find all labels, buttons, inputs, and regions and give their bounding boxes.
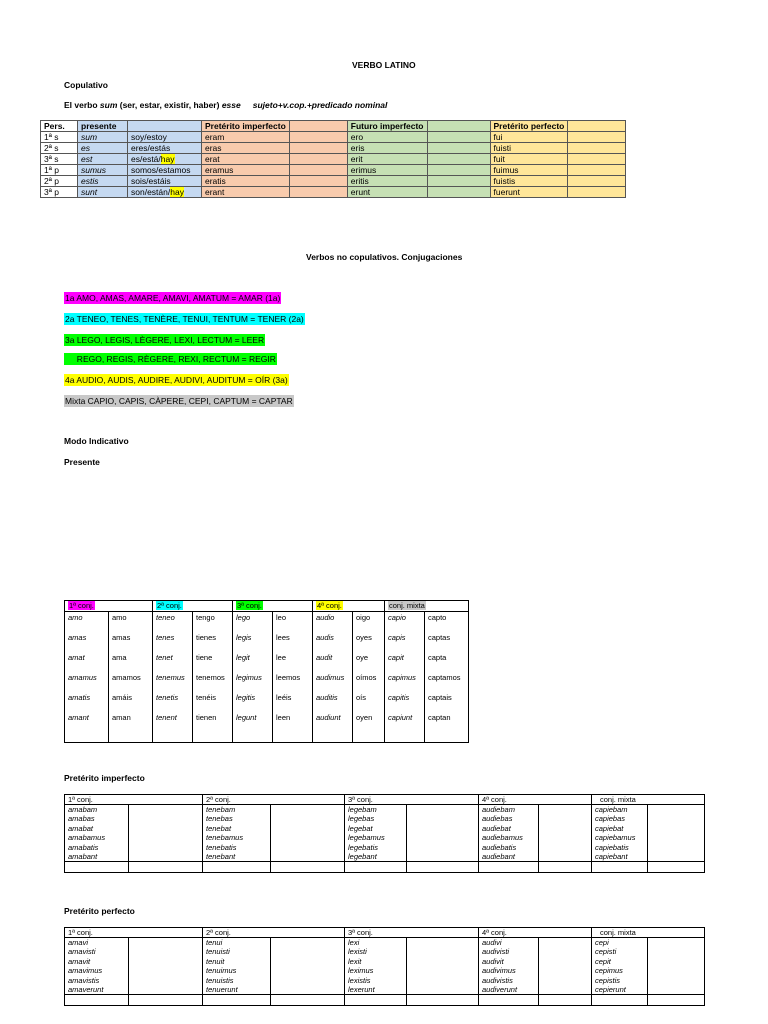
verb-form: amabam xyxy=(68,805,98,814)
verb-form: legebat xyxy=(348,823,373,833)
verb-form: audiunt xyxy=(316,713,341,722)
verb-form: tenéis xyxy=(196,693,217,702)
empty-cell xyxy=(648,938,705,995)
verb-form: audit xyxy=(316,653,333,662)
perfecto-header-cell: 4ª conj. xyxy=(479,928,592,938)
verb-form: audivit xyxy=(482,956,504,966)
verb-form: capitis xyxy=(388,693,410,702)
person-cell: 1ª p xyxy=(41,165,78,176)
verb-form: amo xyxy=(68,613,83,622)
copulative-header-cell xyxy=(128,121,202,132)
verb-form: legis xyxy=(236,633,252,642)
verb-form: cepit xyxy=(595,956,611,966)
empty-cell xyxy=(568,143,626,154)
verb-form: lego xyxy=(236,613,251,622)
hay-highlight: hay xyxy=(170,187,184,197)
verb-form: capio xyxy=(388,613,406,622)
verb-form: lee xyxy=(276,653,287,662)
verb-form: capiebam xyxy=(595,805,628,814)
future-cell: erunt xyxy=(347,187,427,198)
empty-cell xyxy=(568,187,626,198)
verb-form: tenetis xyxy=(156,693,179,702)
conjugation-line: 3a LEGO, LEGIS, LÈGERE, LEXI, LECTUM = LEER xyxy=(65,335,265,345)
verb-form: audiverunt xyxy=(482,984,518,994)
present-header-cell xyxy=(153,601,233,612)
present-spanish-column xyxy=(193,612,233,743)
verb-form: captas xyxy=(428,633,451,642)
imperfect-cell: erant xyxy=(202,187,290,198)
verb-form: tenebamus xyxy=(206,833,244,843)
verb-form: amabamus xyxy=(68,833,106,843)
verb-form: capit xyxy=(388,653,404,662)
spanish-text: eres/estás xyxy=(131,143,171,153)
present-header-cell xyxy=(385,601,469,612)
verb-form: capiebatis xyxy=(595,842,629,852)
verb-form: oigo xyxy=(356,613,371,622)
perfecto-header-cell: 2ª conj. xyxy=(203,928,345,938)
imperfect-cell: eratis xyxy=(202,176,290,187)
modo-heading: Modo Indicativo xyxy=(64,436,129,446)
conj-label: 2ª conj. xyxy=(157,601,182,610)
imperfecto-table xyxy=(64,794,705,873)
verb-form: audiebamus xyxy=(482,833,523,843)
conjugation-line: REGO, REGIS, RÈGERE, REXI, RECTUM = REGIR xyxy=(65,354,276,364)
verb-form: lees xyxy=(276,633,290,642)
present-spanish-column xyxy=(425,612,469,743)
empty-cell xyxy=(129,805,203,862)
conjugation-line: 1a AMO, AMAS, AMARE, AMAVI, AMATUM = AMAR (1a) xyxy=(65,293,281,303)
conj-label: 4ª conj. xyxy=(317,601,342,610)
intro-suffix: sujeto+v.cop.+predicado nominal xyxy=(252,100,388,110)
verb-form: amabat xyxy=(68,823,94,833)
copulative-header-cell: Pretérito imperfecto xyxy=(202,121,290,132)
future-cell: erimus xyxy=(347,165,427,176)
verb-form: legebam xyxy=(348,805,377,814)
perfect-cell: fuisti xyxy=(490,143,568,154)
verb-form: amáis xyxy=(112,693,133,702)
verb-form: audivisti xyxy=(482,947,510,957)
verb-form: amabas xyxy=(68,814,95,824)
verb-form: amatis xyxy=(68,693,91,702)
imperfecto-forms-column xyxy=(345,805,407,862)
verb-form: amas xyxy=(68,633,87,642)
empty-cell xyxy=(539,862,592,873)
imperfect-cell: eram xyxy=(202,132,290,143)
imperfecto-header-cell: 2ª conj. xyxy=(203,795,345,805)
present-header-cell xyxy=(233,601,313,612)
copulative-header-cell: Pretérito perfecto xyxy=(490,121,568,132)
present-table xyxy=(64,600,469,743)
verb-form: teneo xyxy=(156,613,175,622)
verb-form: capiebant xyxy=(595,851,628,861)
imperfect-cell: erat xyxy=(202,154,290,165)
perfecto-body-row xyxy=(65,938,705,995)
copulative-header-row xyxy=(41,121,626,132)
verb-form: cepierunt xyxy=(595,984,626,994)
imperfecto-header-row xyxy=(65,795,705,805)
verb-form: audis xyxy=(316,633,334,642)
latin-present-cell: sum xyxy=(78,132,128,143)
verb-form: audiebat xyxy=(482,823,511,833)
empty-cell xyxy=(289,143,347,154)
perfecto-header-cell: 1ª conj. xyxy=(65,928,203,938)
verb-form: amavistis xyxy=(68,975,100,985)
present-latin-column xyxy=(313,612,353,743)
verb-form: tienes xyxy=(196,633,217,642)
verb-form: legit xyxy=(236,653,250,662)
verb-form: lexit xyxy=(348,956,362,966)
verb-form: tenebant xyxy=(206,851,236,861)
spanish-present-cell xyxy=(128,132,202,143)
future-cell: eris xyxy=(347,143,427,154)
verb-form: tenuistis xyxy=(206,975,234,985)
spanish-present-cell xyxy=(128,165,202,176)
verb-form: leemos xyxy=(276,673,301,682)
empty-cell xyxy=(648,805,705,862)
empty-cell xyxy=(289,165,347,176)
imperfecto-header-cell: 3ª conj. xyxy=(345,795,479,805)
imperfecto-forms-column xyxy=(479,805,539,862)
verb-form: amavisti xyxy=(68,947,96,957)
verb-form: leen xyxy=(276,713,291,722)
empty-cell xyxy=(648,862,705,873)
verb-form: amat xyxy=(68,653,85,662)
verb-form: tenuisti xyxy=(206,947,230,957)
empty-cell xyxy=(539,938,592,995)
latin-present-cell: est xyxy=(78,154,128,165)
verb-form: audiebas xyxy=(482,814,513,824)
empty-cell xyxy=(407,862,479,873)
page-title: VERBO LATINO xyxy=(352,60,416,70)
intro-prefix: El verbo xyxy=(64,100,100,110)
perfect-cell: fuerunt xyxy=(490,187,568,198)
verb-form: capis xyxy=(388,633,406,642)
verb-form: captamos xyxy=(428,673,461,682)
empty-cell xyxy=(539,995,592,1006)
present-latin-column xyxy=(233,612,273,743)
empty-cell xyxy=(407,938,479,995)
verb-form: tenet xyxy=(156,653,173,662)
verb-form: legunt xyxy=(236,713,257,722)
verb-form: amo xyxy=(112,613,127,622)
intro-esse: esse xyxy=(221,100,241,110)
verb-form: captais xyxy=(428,693,452,702)
perfect-cell: fuistis xyxy=(490,176,568,187)
conjugation-line: 2a TENEO, TENES, TENÈRE, TENUI, TENTUM = TENER (2a) xyxy=(65,314,304,324)
present-latin-column xyxy=(153,612,193,743)
verb-form: leximus xyxy=(348,966,374,976)
intro-mid: (ser, estar, existir, haber) xyxy=(117,100,222,110)
verb-form: capto xyxy=(428,613,447,622)
hay-highlight: hay xyxy=(160,154,175,164)
person-cell: 2ª p xyxy=(41,176,78,187)
empty-cell xyxy=(592,995,648,1006)
verb-form: lexisti xyxy=(348,947,367,957)
perfect-cell: fuit xyxy=(490,154,568,165)
copulative-header-cell: Futuro imperfecto xyxy=(347,121,427,132)
perfecto-forms-column xyxy=(345,938,407,995)
empty-cell xyxy=(129,938,203,995)
verb-form: cepimus xyxy=(595,966,623,976)
present-spanish-column xyxy=(353,612,385,743)
empty-cell xyxy=(271,862,345,873)
presente-heading: Presente xyxy=(64,457,100,467)
empty-cell xyxy=(407,995,479,1006)
verb-form: cepi xyxy=(595,938,609,947)
verb-form: legimus xyxy=(236,673,262,682)
perfect-cell: fui xyxy=(490,132,568,143)
conjugation-line: 4a AUDIO, AUDIS, AUDIRE, AUDIVI, AUDITUM = OÍR (3a) xyxy=(65,375,288,385)
verb-form: tenes xyxy=(156,633,175,642)
verb-form: tenuit xyxy=(206,956,225,966)
verb-form: tenent xyxy=(156,713,177,722)
verb-form: legebas xyxy=(348,814,375,824)
verb-form: audivistis xyxy=(482,975,513,985)
copulative-header-cell: presente xyxy=(78,121,128,132)
empty-cell xyxy=(129,995,203,1006)
imperfect-cell: eramus xyxy=(202,165,290,176)
copulative-row xyxy=(41,165,626,176)
copulative-header-cell xyxy=(289,121,347,132)
imperfecto-forms-column xyxy=(203,805,271,862)
perfect-cell: fuimus xyxy=(490,165,568,176)
spanish-text: es/está/ xyxy=(131,154,161,164)
latin-present-cell: sumus xyxy=(78,165,128,176)
verb-form: tenebas xyxy=(206,814,233,824)
empty-cell xyxy=(479,995,539,1006)
person-cell: 3ª s xyxy=(41,154,78,165)
verb-form: audiebatis xyxy=(482,842,517,852)
empty-cell xyxy=(271,805,345,862)
verb-form: amabatis xyxy=(68,842,99,852)
copulative-header-cell xyxy=(427,121,490,132)
empty-cell xyxy=(289,154,347,165)
verb-form: capiunt xyxy=(388,713,413,722)
latin-present-cell: sunt xyxy=(78,187,128,198)
empty-cell xyxy=(568,154,626,165)
person-cell: 2ª s xyxy=(41,143,78,154)
perfecto-empty-row xyxy=(65,995,705,1006)
empty-cell xyxy=(592,862,648,873)
spanish-present-cell xyxy=(128,176,202,187)
verb-form: oye xyxy=(356,653,369,662)
verb-form: tenui xyxy=(206,938,223,947)
empty-cell xyxy=(568,132,626,143)
present-spanish-column xyxy=(273,612,313,743)
spanish-text: soy/estoy xyxy=(131,132,167,142)
imperfect-cell: eras xyxy=(202,143,290,154)
verb-form: tenuerunt xyxy=(206,984,238,994)
empty-cell xyxy=(271,995,345,1006)
empty-cell xyxy=(345,995,407,1006)
verb-form: auditis xyxy=(316,693,338,702)
empty-cell xyxy=(648,995,705,1006)
copulativo-heading: Copulativo xyxy=(64,80,108,90)
empty-cell xyxy=(427,187,490,198)
verb-form: amavi xyxy=(68,938,89,947)
verb-form: captan xyxy=(428,713,451,722)
verb-form: oyes xyxy=(356,633,372,642)
imperfecto-header-cell: 4ª conj. xyxy=(479,795,592,805)
imperfecto-body-row xyxy=(65,805,705,862)
imperfecto-empty-row xyxy=(65,862,705,873)
verb-form: lexerunt xyxy=(348,984,375,994)
verb-form: amant xyxy=(68,713,89,722)
present-header-cell xyxy=(313,601,385,612)
empty-cell xyxy=(427,143,490,154)
verb-form: tenebat xyxy=(206,823,232,833)
verb-form: amavit xyxy=(68,956,91,966)
verb-form: capiebat xyxy=(595,823,624,833)
empty-cell xyxy=(427,165,490,176)
verb-form: leéis xyxy=(276,693,292,702)
verb-form: ama xyxy=(112,653,127,662)
copulativo-intro xyxy=(64,100,387,110)
empty-cell xyxy=(427,132,490,143)
latin-present-cell: es xyxy=(78,143,128,154)
copulative-header-cell xyxy=(568,121,626,132)
perfecto-header-cell: conj. mixta xyxy=(592,928,705,938)
empty-cell xyxy=(289,187,347,198)
present-latin-column xyxy=(65,612,109,743)
conjugation-line: Mixta CAPIO, CAPIS, CÀPERE, CEPI, CAPTUM = CAPTAR xyxy=(65,396,293,406)
verb-form: capiebamus xyxy=(595,833,636,843)
spanish-text: son/están/ xyxy=(131,187,171,197)
present-spanish-column xyxy=(109,612,153,743)
perfecto-forms-column xyxy=(592,938,648,995)
empty-cell xyxy=(427,154,490,165)
perfecto-table xyxy=(64,927,705,1006)
perfecto-forms-column xyxy=(65,938,129,995)
empty-cell xyxy=(203,995,271,1006)
verb-form: leo xyxy=(276,613,287,622)
verb-form: capimus xyxy=(388,673,416,682)
verb-form: audivimus xyxy=(482,966,516,976)
future-cell: erit xyxy=(347,154,427,165)
verb-form: amavimus xyxy=(68,966,103,976)
verb-form: cepisti xyxy=(595,947,617,957)
verb-form: lexi xyxy=(348,938,360,947)
verb-form: capta xyxy=(428,653,447,662)
empty-cell xyxy=(427,176,490,187)
copulative-header-cell: Pers. xyxy=(41,121,78,132)
perfecto-forms-column xyxy=(479,938,539,995)
verb-form: audiebant xyxy=(482,851,515,861)
spanish-text: somos/estamos xyxy=(131,165,191,175)
spanish-present-cell xyxy=(128,143,202,154)
present-header-cell xyxy=(65,601,153,612)
empty-cell xyxy=(129,862,203,873)
empty-cell xyxy=(407,805,479,862)
verb-form: oímos xyxy=(356,673,377,682)
verb-form: tenebatis xyxy=(206,842,237,852)
empty-cell xyxy=(345,862,407,873)
verb-form: tenemos xyxy=(196,673,225,682)
copulative-row xyxy=(41,143,626,154)
empty-cell xyxy=(289,132,347,143)
verb-form: amas xyxy=(112,633,131,642)
verb-form: oyen xyxy=(356,713,373,722)
perfecto-header-row xyxy=(65,928,705,938)
verb-form: tenemus xyxy=(156,673,185,682)
verb-form: tenebam xyxy=(206,805,236,814)
verb-form: audimus xyxy=(316,673,345,682)
empty-cell xyxy=(539,805,592,862)
verb-form: legebatis xyxy=(348,842,379,852)
person-cell: 3ª p xyxy=(41,187,78,198)
verb-form: legitis xyxy=(236,693,256,702)
verb-form: amamos xyxy=(112,673,141,682)
conj-label: conj. mixta xyxy=(389,601,425,610)
copulative-row xyxy=(41,154,626,165)
conj-label: 1ª conj. xyxy=(69,601,94,610)
imperfecto-header-cell: 1ª conj. xyxy=(65,795,203,805)
imperfecto-forms-column xyxy=(65,805,129,862)
verb-form: tienen xyxy=(196,713,217,722)
verb-form: tengo xyxy=(196,613,215,622)
perfecto-forms-column xyxy=(203,938,271,995)
empty-cell xyxy=(568,176,626,187)
empty-cell xyxy=(271,938,345,995)
imperfecto-forms-column xyxy=(592,805,648,862)
verb-form: legebamus xyxy=(348,833,385,843)
empty-cell xyxy=(65,862,129,873)
verb-form: oís xyxy=(356,693,367,702)
perfecto-heading: Pretérito perfecto xyxy=(64,906,135,916)
copulative-row xyxy=(41,187,626,198)
person-cell: 1ª s xyxy=(41,132,78,143)
conj-label: 3ª conj. xyxy=(237,601,262,610)
verb-form: tenuimus xyxy=(206,966,237,976)
spanish-present-cell xyxy=(128,154,202,165)
spanish-text: sois/estáis xyxy=(131,176,171,186)
verb-form: cepistis xyxy=(595,975,621,985)
empty-cell xyxy=(289,176,347,187)
present-latin-column xyxy=(385,612,425,743)
empty-cell xyxy=(65,995,129,1006)
empty-cell xyxy=(479,862,539,873)
verb-form: lexistis xyxy=(348,975,371,985)
copulative-row xyxy=(41,132,626,143)
verb-form: amamus xyxy=(68,673,97,682)
copulative-table xyxy=(40,120,626,198)
verb-form: amabant xyxy=(68,851,98,861)
spanish-present-cell xyxy=(128,187,202,198)
perfecto-header-cell: 3ª conj. xyxy=(345,928,479,938)
verb-form: audivi xyxy=(482,938,502,947)
verb-form: aman xyxy=(112,713,131,722)
future-cell: ero xyxy=(347,132,427,143)
noncopulative-heading: Verbos no copulativos. Conjugaciones xyxy=(306,252,463,262)
copulative-row xyxy=(41,176,626,187)
present-header-row xyxy=(65,601,469,612)
verb-form: amaverunt xyxy=(68,984,104,994)
verb-form: capiebas xyxy=(595,814,626,824)
verb-form: audiebam xyxy=(482,805,515,814)
future-cell: eritis xyxy=(347,176,427,187)
imperfecto-heading: Pretérito imperfecto xyxy=(64,773,145,783)
empty-cell xyxy=(203,862,271,873)
verb-form: audio xyxy=(316,613,335,622)
present-body-row xyxy=(65,612,469,743)
verb-form: tiene xyxy=(196,653,213,662)
imperfecto-header-cell: conj. mixta xyxy=(592,795,705,805)
empty-cell xyxy=(568,165,626,176)
intro-sum: sum xyxy=(99,100,118,110)
latin-present-cell: estis xyxy=(78,176,128,187)
verb-form: legebant xyxy=(348,851,377,861)
